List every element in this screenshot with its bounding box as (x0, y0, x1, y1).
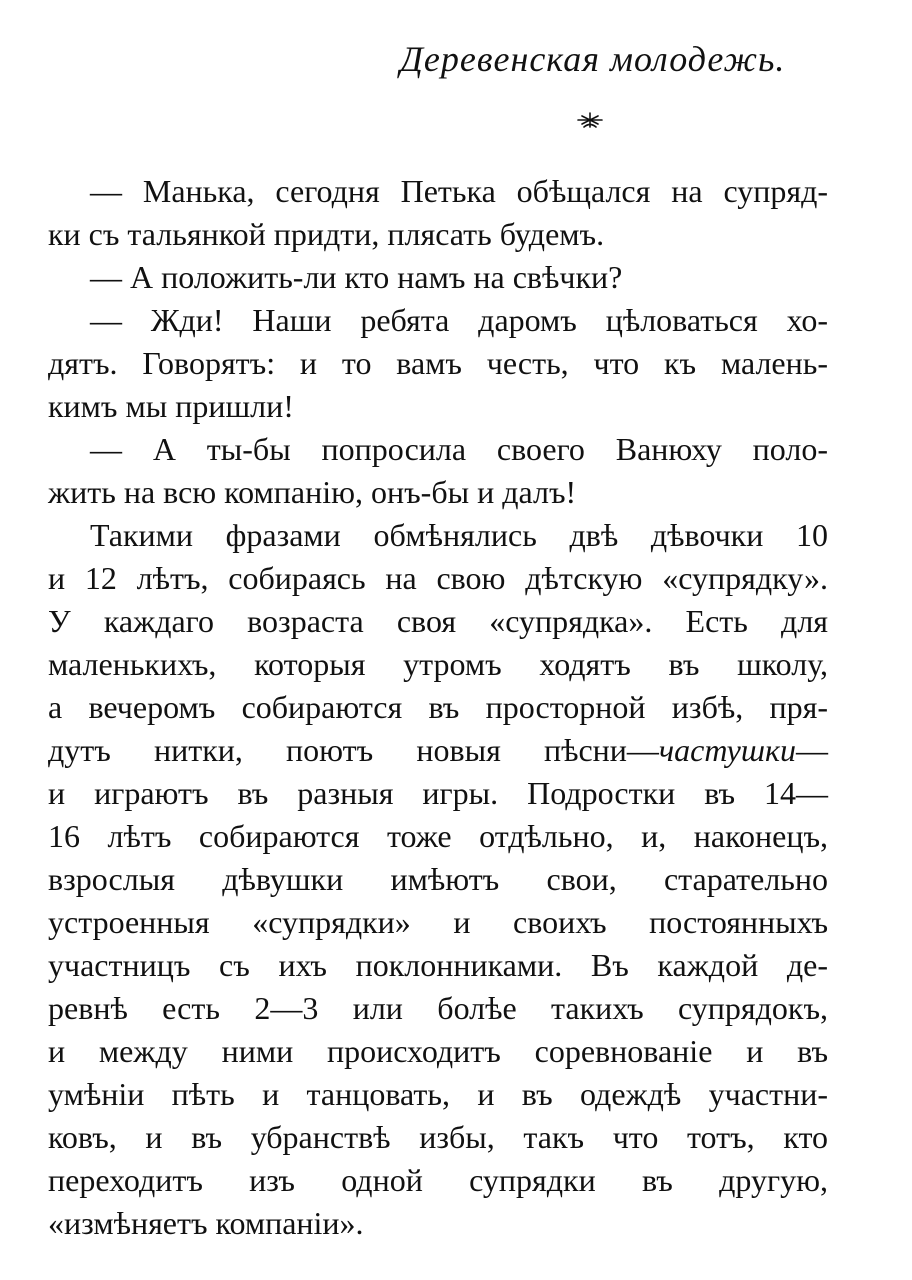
text-line: устроенныя «супрядки» и своихъ постоянныхъ (48, 904, 828, 940)
text-line: «измѣняетъ компаніи». (48, 1205, 364, 1241)
text-line: Такими фразами обмѣнялись двѣ дѣвочки 10 (90, 517, 828, 553)
text-line: 16 лѣтъ собираются тоже отдѣльно, и, наконецъ, (48, 818, 828, 854)
text-line: умѣніи пѣть и танцовать, и въ одеждѣ участни- (48, 1076, 828, 1112)
text-line: маленькихъ, которыя утромъ ходятъ въ школу, (48, 646, 828, 682)
text-line-with-italic (48, 729, 828, 772)
body-text (48, 170, 828, 1245)
text-line: и играютъ въ разныя игры. Подростки въ 14— (48, 775, 828, 811)
text-line: жить на всю компанію, онъ-бы и далъ! (48, 474, 577, 510)
text-line: У каждаго возраста своя «супрядка». Есть для (48, 603, 828, 639)
text-line: переходитъ изъ одной супрядки въ другую, (48, 1162, 828, 1198)
text-line: взрослыя дѣвушки имѣютъ свои, старательно (48, 861, 828, 897)
text-line: — Манька, сегодня Петька обѣщался на супряд- (90, 173, 828, 209)
text-line: ревнѣ есть 2—3 или болѣе такихъ супрядокъ, (48, 990, 828, 1026)
text-line: и между ними происходитъ соревнованіе и въ (48, 1033, 828, 1069)
trailing-dash: — (796, 732, 828, 768)
text-segment: дутъ нитки, поютъ новыя пѣсни— (48, 732, 659, 768)
text-line: участницъ съ ихъ поклонниками. Въ каждой де- (48, 947, 828, 983)
page-title: Деревенская молодежь. (400, 39, 786, 79)
ornament-icon (570, 105, 610, 135)
text-line: — А ты-бы попросила своего Ванюху поло- (90, 431, 828, 467)
italic-term: частушки (658, 732, 796, 768)
text-line: а вечеромъ собираются въ просторной избѣ, пря- (48, 689, 828, 725)
text-line: ки съ тальянкой придти, плясать будемъ. (48, 216, 605, 252)
text-line: дятъ. Говорятъ: и то вамъ честь, что къ малень- (48, 345, 828, 381)
text-line: кимъ мы пришли! (48, 388, 294, 424)
text-line: и 12 лѣтъ, собираясь на свою дѣтскую «супрядку». (48, 560, 828, 596)
text-line: ковъ, и въ убранствѣ избы, такъ что тотъ, кто (48, 1119, 828, 1155)
text-line: — А положить-ли кто намъ на свѣчки? (90, 259, 623, 295)
text-line: — Жди! Наши ребята даромъ цѣловаться хо- (90, 302, 828, 338)
